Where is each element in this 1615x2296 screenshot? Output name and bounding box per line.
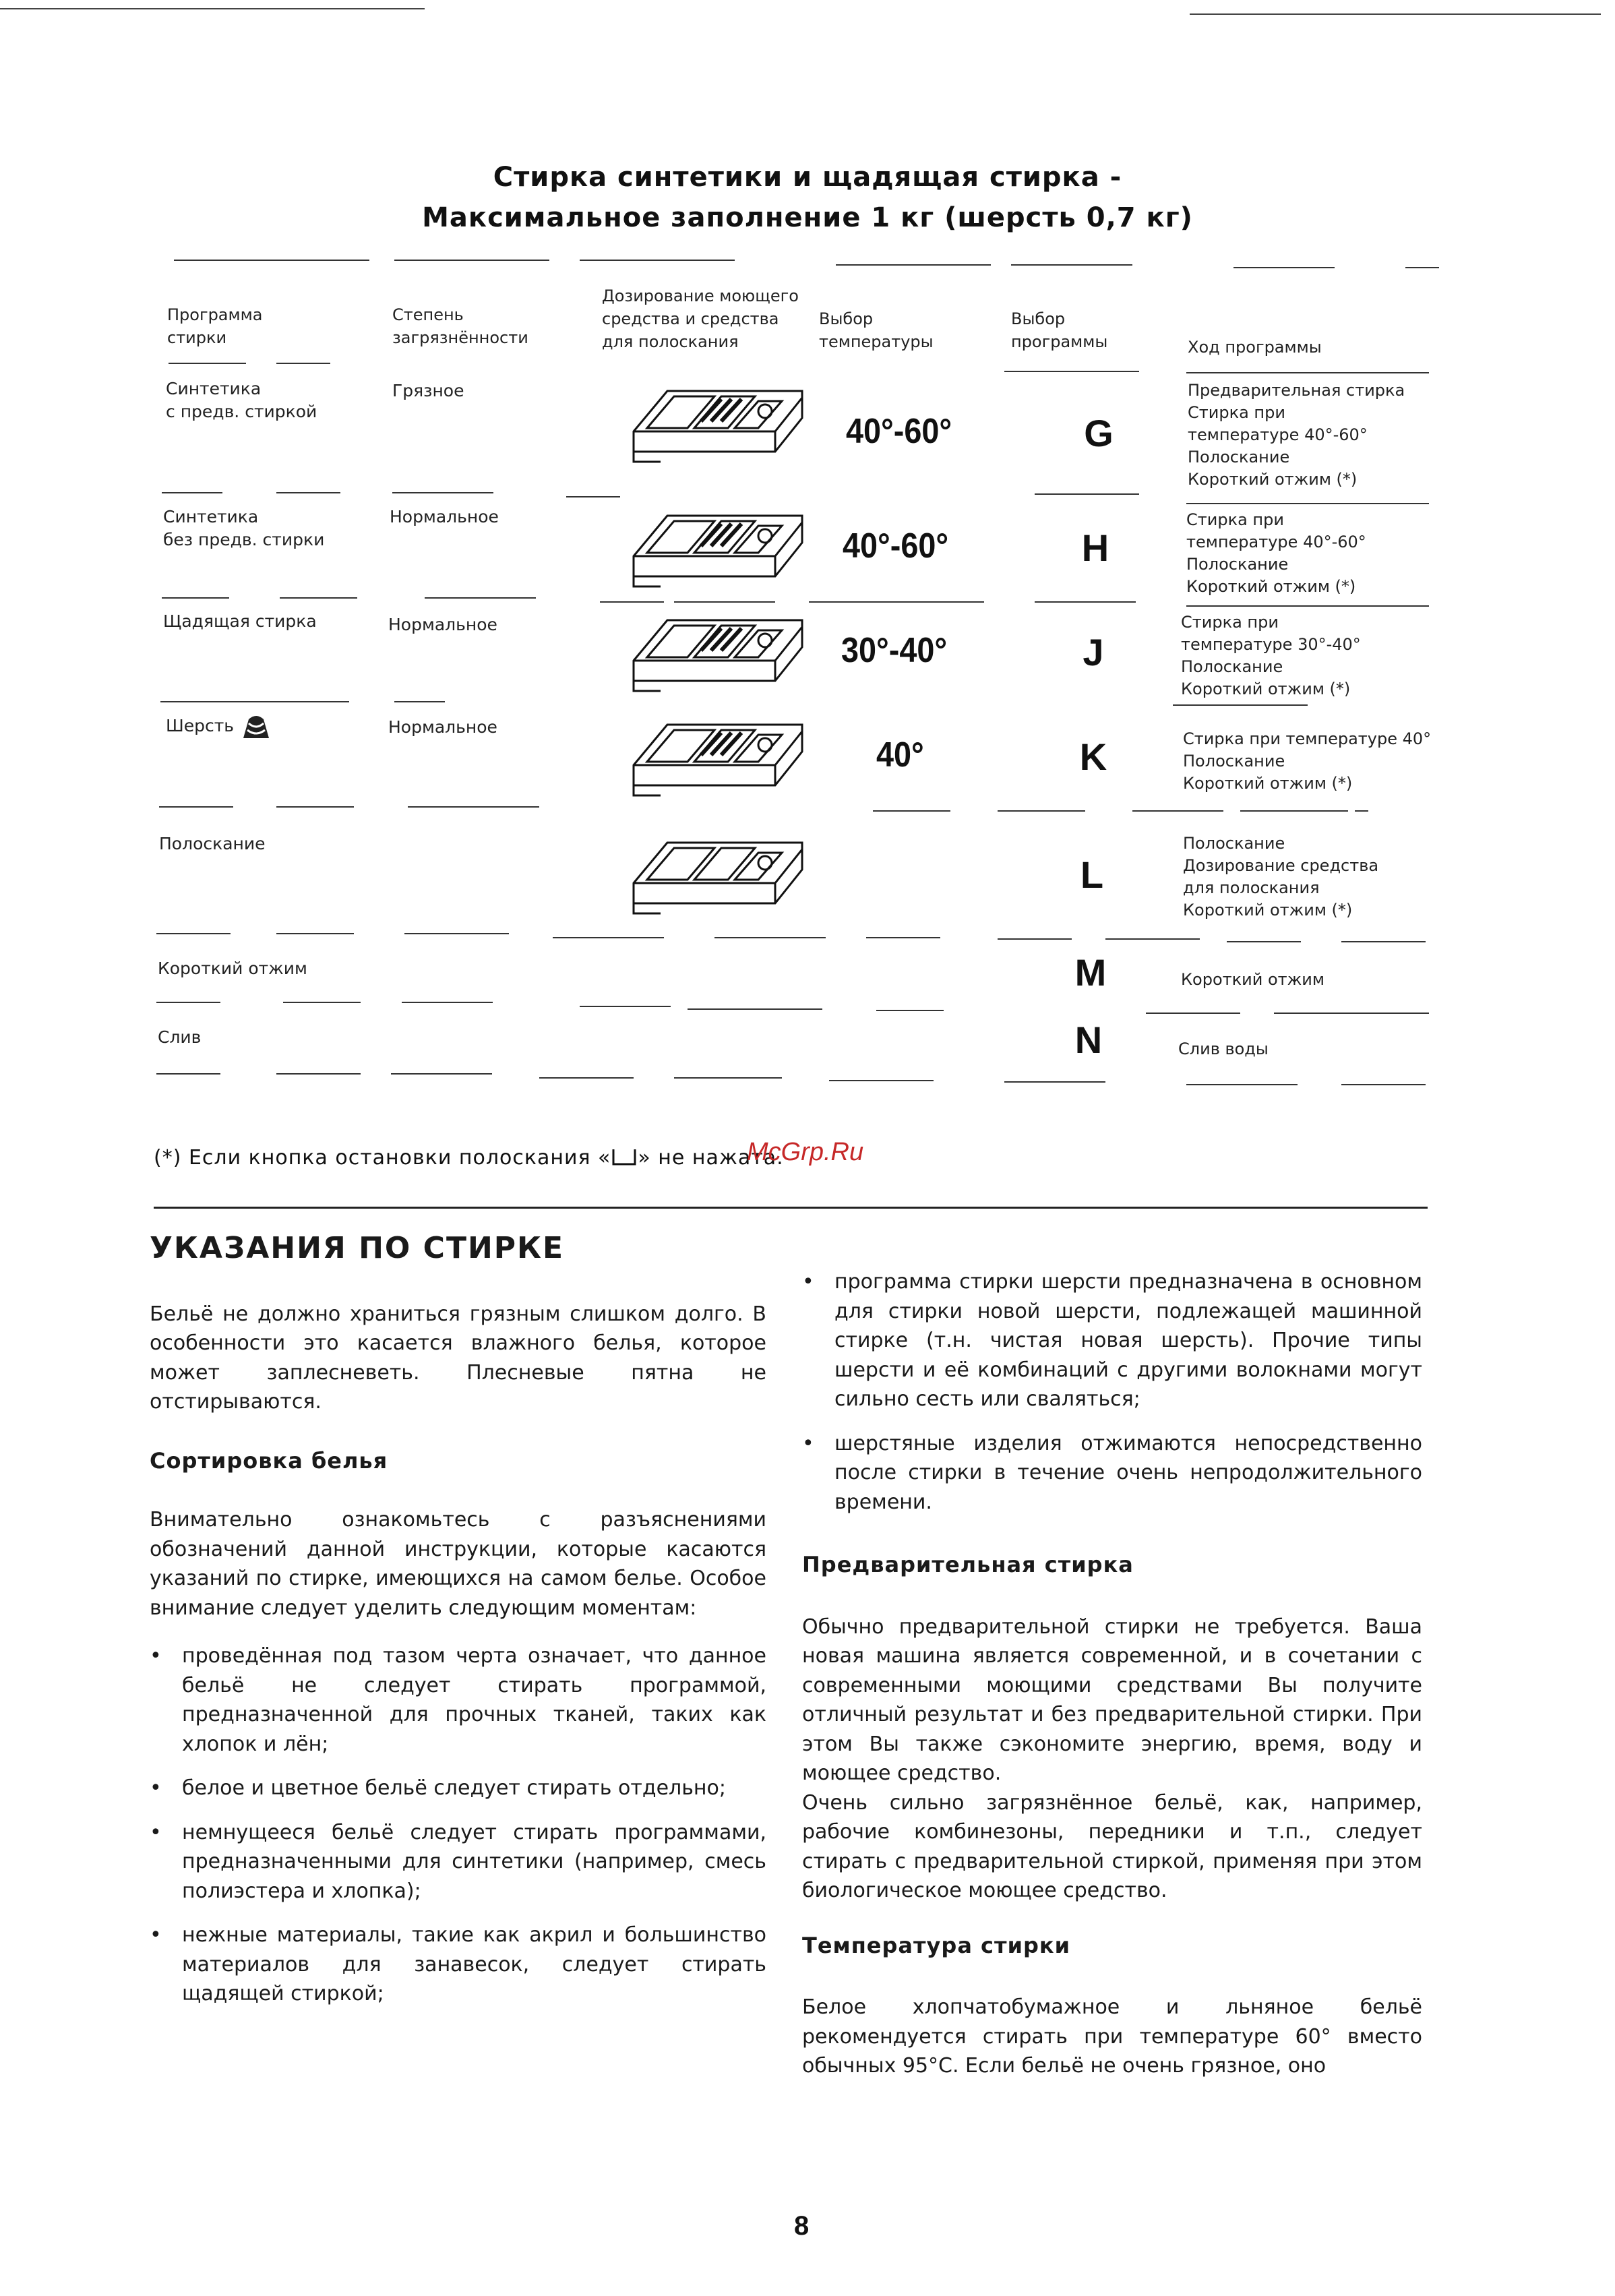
table-title-line1: Стирка синтетики и щадящая стирка - <box>493 162 1122 193</box>
row-temp: 30°-40° <box>841 631 948 670</box>
table-title-line2: Максимальное заполнение 1 кг (шерсть 0,7 кг) <box>422 202 1193 233</box>
row-course: Короткий отжим <box>1181 970 1324 989</box>
intro-paragraph: Бельё не должно храниться грязным слишком долго. В особенности это касается влажного белья, которое может заплесневеть. Плесневые пятна не отстирываются. <box>150 1302 766 1414</box>
header-course: Ход программы <box>1188 338 1322 357</box>
list-item: • программа стирки шерсти предназначена в основном для стирки новой шерсти, подлежащей машинной стирке (т.н. чистая новая шерсть). Прочие типы шерсти и её комбинаций с другими волокнами могут сильно сесть или сваляться; <box>802 1267 1422 1414</box>
sorting-heading: Сортировка белья <box>150 1447 388 1474</box>
row-soil: Грязное <box>392 381 464 400</box>
row-program: Синтетика с предв. стиркой <box>166 379 317 421</box>
row-course: Стирка при температуре 40° Полоскание Короткий отжим (*) <box>1183 729 1432 793</box>
list-item: • нежные материалы, такие как акрил и большинство материалов для занавесок, следует стирать щадящей стиркой; <box>150 1921 766 2009</box>
list-item: • белое и цветное бельё следует стирать отдельно; <box>150 1774 766 1803</box>
row-program: Синтетика без предв. стирки <box>163 507 325 549</box>
section-heading: УКАЗАНИЯ ПО СТИРКЕ <box>150 1231 565 1265</box>
row-course: Полоскание Дозирование средства для полоскания Короткий отжим (*) <box>1183 834 1379 919</box>
row-temp: 40°-60° <box>843 526 949 566</box>
wool-icon <box>239 711 273 742</box>
temperature-paragraph: Белое хлопчатобумажное и льняное бельё рекомендуется стирать при температуре 60° вместо обычных 95°C. Если бельё не очень грязное, оно <box>802 1995 1422 2078</box>
footnote: (*) Если кнопка остановки полоскания « » не нажата. <box>154 1146 784 1170</box>
rinse-hold-icon <box>611 1147 638 1168</box>
row-temp: 40°-60° <box>846 412 952 451</box>
header-soil: Степень загрязнённости <box>392 305 528 347</box>
row-program: Короткий отжим <box>158 959 307 978</box>
row-soil: Нормальное <box>388 717 497 737</box>
watermark: McGrp.Ru <box>747 1138 864 1166</box>
section-divider <box>154 1207 1428 1209</box>
row-course: Стирка при температуре 40°-60° Полоскание Короткий отжим (*) <box>1186 510 1366 596</box>
row-soil: Нормальное <box>390 507 499 526</box>
page-number: 8 <box>794 2211 810 2241</box>
program-letter: J <box>1083 631 1104 673</box>
dispenser-drawer-icon <box>620 711 816 806</box>
prewash-heading: Предварительная стирка <box>802 1552 1134 1577</box>
dispenser-drawer-icon <box>620 829 816 924</box>
scan-edge-line <box>1190 13 1601 15</box>
row-course: Предварительная стирка Стирка при температуре 40°-60° Полоскание Короткий отжим (*) <box>1188 381 1405 489</box>
row-program: Полоскание <box>159 834 266 853</box>
scan-edge-line <box>0 8 425 9</box>
dispenser-drawer-icon <box>620 607 816 701</box>
dispenser-drawer-icon <box>620 377 816 472</box>
row-program: Щадящая стирка <box>163 611 317 631</box>
program-letter: G <box>1084 412 1114 454</box>
row-program: Слив <box>158 1027 202 1047</box>
sorting-paragraph: Внимательно ознакомьтесь с разъяснениями обозначений данной инструкции, которые касаются указаний по стирке, имеющихся на самом белье. Особое внимание следует уделить следующим моментам: <box>150 1508 766 1620</box>
dispenser-drawer-icon <box>620 502 816 597</box>
header-temp: Выбор температуры <box>819 309 934 351</box>
row-program: Шерсть <box>166 716 235 735</box>
program-letter: N <box>1074 1019 1103 1061</box>
row-course: Стирка при температуре 30°-40° Полоскание Короткий отжим (*) <box>1181 613 1361 698</box>
right-column <box>802 1267 1422 2081</box>
temperature-heading: Температура стирки <box>802 1932 1071 1958</box>
program-letter: H <box>1081 526 1109 569</box>
program-letter: L <box>1080 853 1104 896</box>
row-temp: 40° <box>876 735 924 775</box>
list-item: • немнущееся бельё следует стирать программами, предназначенными для синтетики (например, смесь полиэстера и хлопка); <box>150 1818 766 1906</box>
list-item: • проведённая под тазом черта означает, что данное бельё не следует стирать программой, предназначенной для прочных тканей, таких как хлопок и лён; <box>150 1641 766 1759</box>
header-program: Программа стирки <box>167 305 263 347</box>
program-letter: K <box>1079 735 1107 778</box>
header-dosing: Дозирование моющего средства и средства для полоскания <box>602 286 799 351</box>
row-course: Слив воды <box>1178 1039 1269 1058</box>
program-letter: M <box>1074 951 1107 994</box>
header-selector: Выбор программы <box>1011 309 1108 351</box>
list-item: • шерстяные изделия отжимаются непосредственно после стирки в течение очень непродолжительного времени. <box>802 1429 1422 1517</box>
prewash-paragraph: Обычно предварительной стирки не требуется. Ваша новая машина является современной, и в сочетании с современными моющими средствами Вы получите отличный результат и без предварительной стирки. При этом Вы также сэкономите энергию, время, воду и моющее средство. <box>802 1614 1422 1785</box>
left-column <box>150 1231 766 2009</box>
row-soil: Нормальное <box>388 615 497 634</box>
prewash-paragraph: Очень сильно загрязнённое бельё, как, например, рабочие комбинезоны, передники и т.п., следует стирать с предварительной стиркой, применяя при этом биологическое моющее средство. <box>802 1790 1422 1902</box>
